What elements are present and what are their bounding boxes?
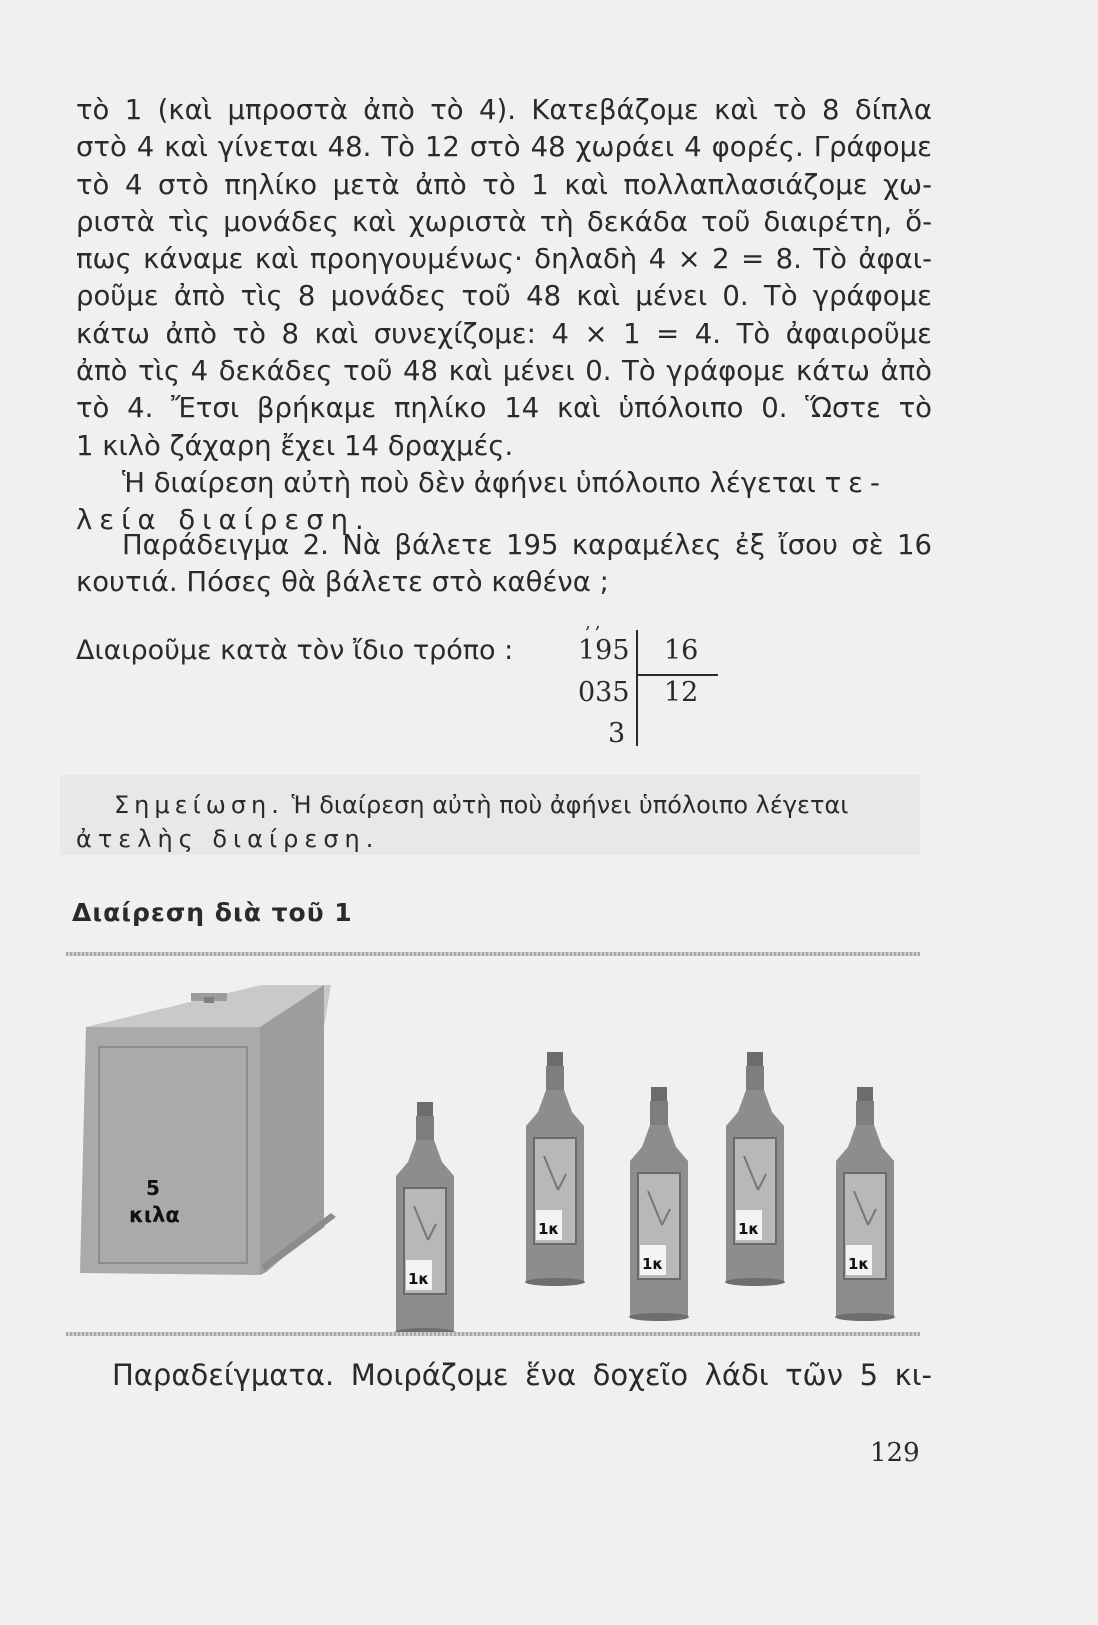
division-marks: ‚‚ xyxy=(585,612,605,633)
example-2-line: κουτιά. Πόσες θὰ βάλετε στὸ καθένα ; xyxy=(76,566,609,599)
can-label-number: 5 xyxy=(146,1176,160,1200)
note-paragraph xyxy=(76,788,932,856)
divisor: 16 xyxy=(664,635,699,666)
body-line: στὸ 4 καὶ γίνεται 48. Τὸ 12 στὸ 48 χωράει 4 φορές. Γράφομε xyxy=(76,131,932,164)
body-line: τὸ 4 στὸ πηλίκο μετὰ ἀπὸ τὸ 1 καὶ πολλαπλασιάζομε χω- xyxy=(76,168,932,201)
bottle-label: 1κ xyxy=(738,1220,760,1238)
example-2-line: Παράδειγμα 2. Νὰ βάλετε 195 καραμέλες ἐξ ἴσου σὲ 16 xyxy=(122,529,932,561)
can-label-unit: κιλα xyxy=(129,1203,180,1227)
oil-bottle xyxy=(395,1102,455,1336)
oil-bottle xyxy=(629,1087,689,1321)
oil-can xyxy=(80,985,336,1275)
body-line: 1 κιλὸ ζάχαρη ἔχει 14 δραχμές. xyxy=(76,429,514,462)
partial-remainder: 035 xyxy=(578,677,630,708)
perfect-division-term-start: τε- xyxy=(824,467,887,499)
body-line: τὸ 1 (καὶ μπροστὰ ἀπὸ τὸ 4). Κατεβάζομε καὶ τὸ 8 δίπλα xyxy=(76,94,932,126)
note-term: ἀτελὴς διαίρεση. xyxy=(76,825,380,853)
top-rule xyxy=(66,952,920,956)
bottom-rule xyxy=(66,1332,920,1336)
example-2-paragraph xyxy=(76,527,932,602)
body-line: τὸ 4. Ἔτσι βρήκαμε πηλίκο 14 καὶ ὑπόλοιπο 0. Ὥστε τὸ xyxy=(76,392,932,425)
bottle-label: 1κ xyxy=(408,1270,430,1288)
division-label: Διαιροῦμε κατὰ τὸν ἴδιο τρόπο : xyxy=(76,635,514,666)
oil-bottle xyxy=(525,1052,585,1286)
oil-bottle xyxy=(835,1087,895,1321)
examples-line: Παραδείγματα. Μοιράζομε ἕνα δοχεῖο λάδι τῶν 5 κι- xyxy=(112,1358,932,1392)
page-number: 129 xyxy=(870,1438,920,1468)
bottle-label: 1κ xyxy=(538,1220,560,1238)
illustration-oil-can-and-bottles xyxy=(66,965,926,1625)
perfect-division-line xyxy=(76,465,932,502)
note-word: Σημείωση. xyxy=(114,791,284,819)
body-line: ροῦμε ἀπὸ τὶς 8 μονάδες τοῦ 48 καὶ μένει 0. Τὸ γράφομε xyxy=(76,280,932,313)
dividend: 195 xyxy=(578,635,630,666)
body-paragraph xyxy=(76,92,932,465)
oil-bottle xyxy=(725,1052,785,1286)
body-line: ριστὰ τὶς μονάδες καὶ χωριστὰ τὴ δεκάδα τοῦ διαιρέτη, ὅ- xyxy=(76,205,932,238)
perfect-division-text: Ἡ διαίρεση αὐτὴ ποὺ δὲν ἀφήνει ὑπόλοιπο λέγεται xyxy=(122,467,816,499)
section-heading: Διαίρεση διὰ τοῦ 1 xyxy=(72,898,353,927)
quotient: 12 xyxy=(664,677,699,708)
body-line: κάτω ἀπὸ τὸ 8 καὶ συνεχίζομε: 4 × 1 = 4. Τὸ ἀφαιροῦμε xyxy=(76,317,932,350)
perfect-division-term-end: λεία διαίρεση. xyxy=(76,504,371,537)
division-vertical-line xyxy=(636,630,638,746)
remainder: 3 xyxy=(608,718,626,749)
body-line: ἀπὸ τὶς 4 δεκάδες τοῦ 48 καὶ μένει 0. Τὸ γράφομε κάτω ἀπὸ xyxy=(76,355,932,388)
examples-paragraph xyxy=(76,1357,932,1394)
division-horizontal-line xyxy=(638,674,718,676)
bottle-label: 1κ xyxy=(848,1255,870,1273)
note-line xyxy=(76,788,932,822)
body-line: πως κάναμε καὶ προηγουμένως· δηλαδὴ 4 × 2 = 8. Τὸ ἀφαι- xyxy=(76,243,932,276)
note-text: Ἡ διαίρεση αὐτὴ ποὺ ἀφήνει ὑπόλοιπο λέγεται xyxy=(291,791,849,819)
bottle-label: 1κ xyxy=(642,1255,664,1273)
